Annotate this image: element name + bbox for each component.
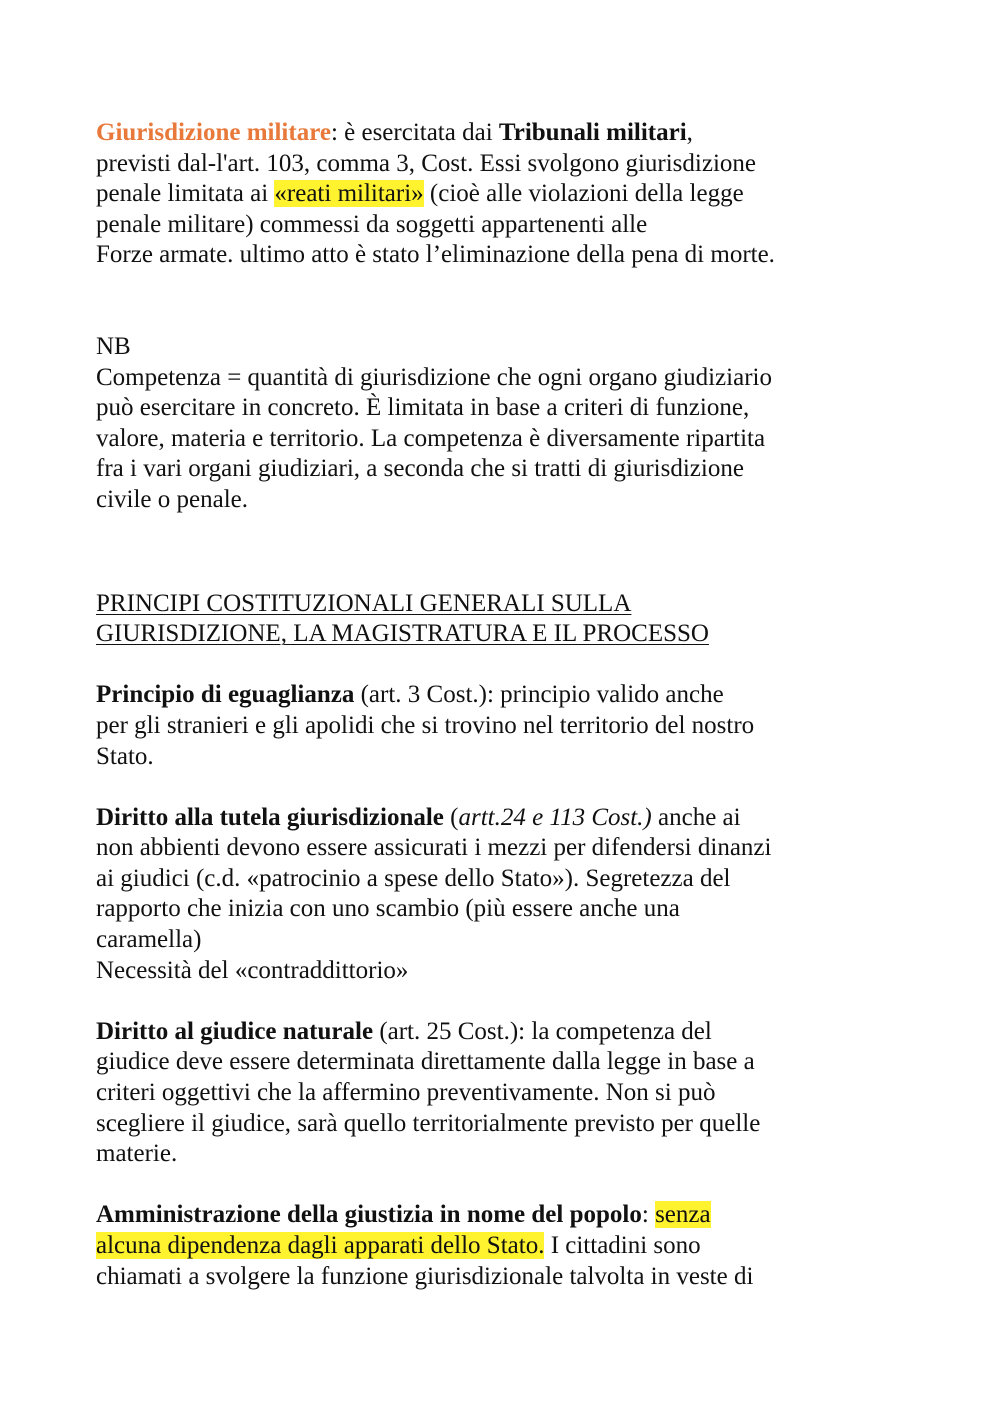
- popolo-paragraph: [96, 1200, 906, 1292]
- naturale-line: materie.: [96, 1140, 178, 1168]
- eguaglianza-term: Principio di eguaglianza: [96, 681, 355, 709]
- militare-line: previsti dal-l'art. 103, comma 3, Cost. Essi svolgono giurisdizione: [96, 149, 756, 177]
- popolo-term: Amministrazione della giustizia in nome del popolo: [96, 1201, 642, 1229]
- naturale-line: scegliere il giudice, sarà quello territorialmente previsto per quelle: [96, 1109, 761, 1137]
- nb-paragraph: [96, 332, 906, 516]
- tutela-line: non abbienti devono essere assicurati i mezzi per difendersi dinanzi: [96, 834, 772, 862]
- section-heading-line: GIURISDIZIONE, LA MAGISTRATURA E IL PROCESSO: [96, 620, 709, 648]
- naturale-text: (art. 25 Cost.): la competenza del: [373, 1017, 712, 1045]
- document-page: [96, 118, 906, 1292]
- militare-bold: Tribunali militari: [498, 119, 687, 146]
- tutela-term: Diritto alla tutela giurisdizionale: [96, 803, 444, 831]
- tutela-italic-ref: artt.24 e 113 Cost.): [458, 803, 652, 831]
- popolo-text: I cittadini sono: [544, 1232, 701, 1259]
- nb-line: Competenza = quantità di giurisdizione che ogni organo giudiziario: [96, 363, 772, 391]
- nb-label: NB: [96, 332, 131, 360]
- tutela-line: rapporto che inizia con uno scambio (più essere anche una: [96, 895, 680, 923]
- tutela-paragraph: [96, 803, 906, 987]
- naturale-line: criteri oggettivi che la affermino preventivamente. Non si può: [96, 1079, 716, 1107]
- nb-line: valore, materia e territorio. La competenza è diversamente ripartita: [96, 424, 766, 452]
- naturale-term: Diritto al giudice naturale: [96, 1017, 374, 1045]
- militare-text: : è esercitata dai: [330, 119, 499, 146]
- section-heading: [96, 589, 906, 650]
- section-heading-line: PRINCIPI COSTITUZIONALI GENERALI SULLA: [96, 589, 632, 617]
- tutela-text: anche ai: [651, 803, 741, 831]
- militare-line: penale militare) commessi da soggetti appartenenti alle: [96, 210, 648, 238]
- nb-line: civile o penale.: [96, 485, 249, 513]
- tutela-line: Necessità del «contraddittorio»: [96, 956, 409, 984]
- militare-line: penale limitata ai: [96, 180, 275, 208]
- tutela-text: (: [443, 803, 459, 831]
- naturale-paragraph: [96, 1017, 906, 1170]
- tutela-line: ai giudici (c.d. «patrocinio a spese dello Stato»). Segretezza del: [96, 864, 731, 892]
- eguaglianza-text: (art. 3 Cost.): principio valido anche: [354, 681, 724, 709]
- highlight-dipendenza: alcuna dipendenza dagli apparati dello Stato.: [96, 1232, 545, 1259]
- highlight-senza: senza: [655, 1201, 711, 1229]
- eguaglianza-paragraph: [96, 680, 906, 772]
- nb-line: può esercitare in concreto. È limitata in base a criteri di funzione,: [96, 394, 750, 422]
- popolo-line: chiamati a svolgere la funzione giurisdizionale talvolta in veste di: [96, 1262, 754, 1290]
- eguaglianza-line: per gli stranieri e gli apolidi che si trovino nel territorio del nostro: [96, 711, 755, 739]
- naturale-line: giudice deve essere determinata direttamente dalla legge in base a: [96, 1048, 755, 1076]
- popolo-text: :: [641, 1201, 656, 1229]
- highlight-reati-militari: «reati militari»: [274, 180, 424, 208]
- militare-line: (cioè alle violazioni della legge: [423, 180, 744, 208]
- nb-line: fra i vari organi giudiziari, a seconda che si tratti di giurisdizione: [96, 455, 744, 483]
- eguaglianza-line: Stato.: [96, 742, 154, 770]
- militare-text: ,: [686, 119, 693, 146]
- militare-line: Forze armate. ultimo atto è stato l’eliminazione della pena di morte.: [96, 241, 775, 269]
- militare-term: Giurisdizione militare: [96, 119, 331, 146]
- tutela-line: caramella): [96, 926, 202, 954]
- militare-paragraph: [96, 118, 906, 271]
